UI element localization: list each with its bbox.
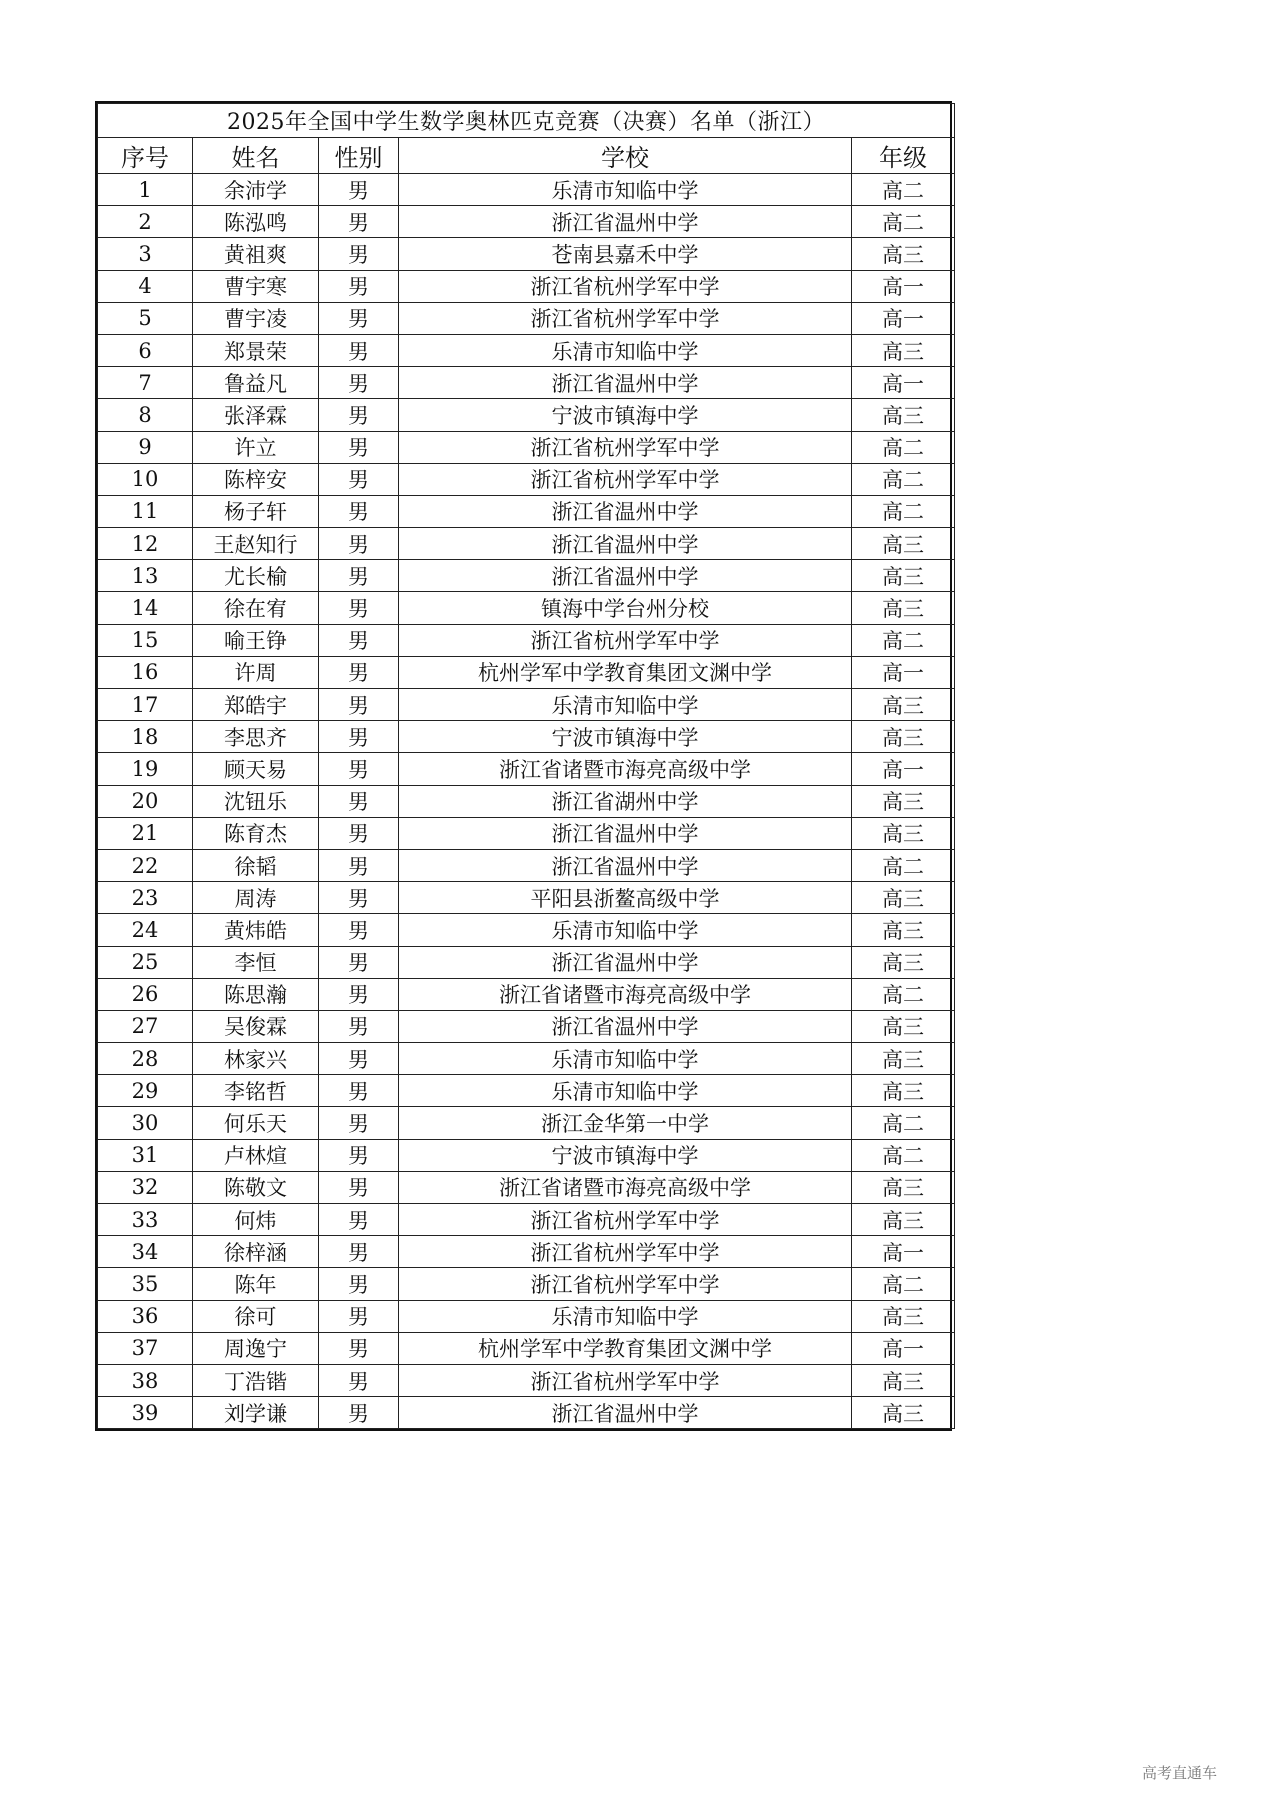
row-number-cell: 2: [98, 206, 193, 238]
row-number-cell: 23: [98, 882, 193, 914]
grade-cell: 高三: [852, 1075, 955, 1107]
student-name-cell: 徐梓涵: [193, 1236, 319, 1268]
grade-cell: 高三: [852, 560, 955, 592]
school-cell: 宁波市镇海中学: [399, 399, 852, 431]
table-row: [98, 1364, 955, 1396]
table-row: [98, 882, 955, 914]
school-cell: 苍南县嘉禾中学: [399, 238, 852, 270]
student-name-cell: 陈思瀚: [193, 978, 319, 1010]
row-number-cell: 21: [98, 817, 193, 849]
student-name-cell: 李思齐: [193, 721, 319, 753]
student-name-cell: 陈育杰: [193, 817, 319, 849]
school-cell: 宁波市镇海中学: [399, 1139, 852, 1171]
school-cell: 浙江省温州中学: [399, 206, 852, 238]
grade-cell: 高二: [852, 849, 955, 881]
student-name-cell: 何炜: [193, 1204, 319, 1236]
student-name-cell: 何乐天: [193, 1107, 319, 1139]
student-name-cell: 徐可: [193, 1300, 319, 1332]
student-name-cell: 徐在宥: [193, 592, 319, 624]
gender-cell: 男: [319, 785, 399, 817]
table-row: [98, 1332, 955, 1364]
table-body: [98, 174, 955, 1429]
table-row: [98, 1139, 955, 1171]
row-number-cell: 37: [98, 1332, 193, 1364]
school-cell: 乐清市知临中学: [399, 1300, 852, 1332]
table-row: [98, 1268, 955, 1300]
table-row: [98, 978, 955, 1010]
row-number-cell: 18: [98, 721, 193, 753]
grade-cell: 高三: [852, 721, 955, 753]
school-cell: 浙江省杭州学军中学: [399, 431, 852, 463]
gender-cell: 男: [319, 817, 399, 849]
grade-cell: 高二: [852, 978, 955, 1010]
gender-cell: 男: [319, 206, 399, 238]
school-cell: 浙江省温州中学: [399, 1397, 852, 1429]
table-row: [98, 495, 955, 527]
row-number-cell: 33: [98, 1204, 193, 1236]
gender-cell: 男: [319, 1010, 399, 1042]
header-school: 学校: [399, 138, 852, 174]
school-cell: 浙江省杭州学军中学: [399, 1268, 852, 1300]
row-number-cell: 20: [98, 785, 193, 817]
table-row: [98, 270, 955, 302]
grade-cell: 高二: [852, 624, 955, 656]
gender-cell: 男: [319, 1107, 399, 1139]
table-row: [98, 1204, 955, 1236]
gender-cell: 男: [319, 1300, 399, 1332]
student-name-cell: 尤长榆: [193, 560, 319, 592]
grade-cell: 高三: [852, 334, 955, 366]
row-number-cell: 29: [98, 1075, 193, 1107]
row-number-cell: 27: [98, 1010, 193, 1042]
grade-cell: 高三: [852, 1300, 955, 1332]
student-name-cell: 陈泓鸣: [193, 206, 319, 238]
student-name-cell: 徐韬: [193, 849, 319, 881]
school-cell: 浙江省诸暨市海亮高级中学: [399, 1171, 852, 1203]
grade-cell: 高三: [852, 399, 955, 431]
table-row: [98, 1300, 955, 1332]
student-name-cell: 李铭哲: [193, 1075, 319, 1107]
grade-cell: 高三: [852, 1171, 955, 1203]
gender-cell: 男: [319, 270, 399, 302]
gender-cell: 男: [319, 302, 399, 334]
row-number-cell: 22: [98, 849, 193, 881]
student-name-cell: 曹宇凌: [193, 302, 319, 334]
table-row: [98, 914, 955, 946]
table-row: [98, 592, 955, 624]
grade-cell: 高三: [852, 689, 955, 721]
student-name-cell: 余沛学: [193, 174, 319, 206]
gender-cell: 男: [319, 560, 399, 592]
gender-cell: 男: [319, 1364, 399, 1396]
gender-cell: 男: [319, 882, 399, 914]
grade-cell: 高三: [852, 528, 955, 560]
gender-cell: 男: [319, 334, 399, 366]
row-number-cell: 34: [98, 1236, 193, 1268]
gender-cell: 男: [319, 1236, 399, 1268]
gender-cell: 男: [319, 689, 399, 721]
row-number-cell: 6: [98, 334, 193, 366]
table-row: [98, 1075, 955, 1107]
table-row: [98, 849, 955, 881]
gender-cell: 男: [319, 978, 399, 1010]
student-name-cell: 丁浩锴: [193, 1364, 319, 1396]
school-cell: 浙江省温州中学: [399, 817, 852, 849]
gender-cell: 男: [319, 914, 399, 946]
grade-cell: 高三: [852, 1397, 955, 1429]
row-number-cell: 7: [98, 367, 193, 399]
student-name-cell: 郑景荣: [193, 334, 319, 366]
row-number-cell: 4: [98, 270, 193, 302]
school-cell: 乐清市知临中学: [399, 334, 852, 366]
roster-table: [97, 103, 955, 1429]
student-name-cell: 林家兴: [193, 1043, 319, 1075]
grade-cell: 高三: [852, 946, 955, 978]
row-number-cell: 15: [98, 624, 193, 656]
gender-cell: 男: [319, 399, 399, 431]
grade-cell: 高一: [852, 302, 955, 334]
school-cell: 镇海中学台州分校: [399, 592, 852, 624]
grade-cell: 高三: [852, 1043, 955, 1075]
table-row: [98, 1171, 955, 1203]
table-row: [98, 1043, 955, 1075]
student-name-cell: 许周: [193, 656, 319, 688]
row-number-cell: 36: [98, 1300, 193, 1332]
table-row: [98, 206, 955, 238]
gender-cell: 男: [319, 238, 399, 270]
table-row: [98, 656, 955, 688]
grade-cell: 高一: [852, 1236, 955, 1268]
row-number-cell: 26: [98, 978, 193, 1010]
table-row: [98, 238, 955, 270]
grade-cell: 高二: [852, 463, 955, 495]
student-name-cell: 鲁益凡: [193, 367, 319, 399]
table-row: [98, 1397, 955, 1429]
grade-cell: 高二: [852, 1107, 955, 1139]
grade-cell: 高三: [852, 914, 955, 946]
gender-cell: 男: [319, 753, 399, 785]
school-cell: 浙江省杭州学军中学: [399, 270, 852, 302]
student-name-cell: 吴俊霖: [193, 1010, 319, 1042]
watermark: 高考直通车: [1142, 1764, 1218, 1782]
gender-cell: 男: [319, 849, 399, 881]
school-cell: 浙江省杭州学军中学: [399, 1236, 852, 1268]
gender-cell: 男: [319, 624, 399, 656]
roster-sheet: [95, 101, 952, 1431]
table-row: [98, 463, 955, 495]
grade-cell: 高二: [852, 1139, 955, 1171]
table-row: [98, 689, 955, 721]
school-cell: 浙江省诸暨市海亮高级中学: [399, 753, 852, 785]
school-cell: 平阳县浙鳌高级中学: [399, 882, 852, 914]
row-number-cell: 10: [98, 463, 193, 495]
gender-cell: 男: [319, 463, 399, 495]
grade-cell: 高二: [852, 1268, 955, 1300]
gender-cell: 男: [319, 1075, 399, 1107]
student-name-cell: 卢林煊: [193, 1139, 319, 1171]
gender-cell: 男: [319, 1043, 399, 1075]
row-number-cell: 39: [98, 1397, 193, 1429]
table-row: [98, 785, 955, 817]
gender-cell: 男: [319, 528, 399, 560]
table-title: 2025年全国中学生数学奥林匹克竞赛（决赛）名单（浙江）: [98, 104, 955, 138]
row-number-cell: 19: [98, 753, 193, 785]
grade-cell: 高二: [852, 206, 955, 238]
grade-cell: 高二: [852, 431, 955, 463]
header-gender: 性别: [319, 138, 399, 174]
grade-cell: 高三: [852, 1364, 955, 1396]
school-cell: 浙江省温州中学: [399, 849, 852, 881]
table-row: [98, 334, 955, 366]
student-name-cell: 陈敬文: [193, 1171, 319, 1203]
row-number-cell: 13: [98, 560, 193, 592]
student-name-cell: 李恒: [193, 946, 319, 978]
header-number: 序号: [98, 138, 193, 174]
school-cell: 浙江省温州中学: [399, 495, 852, 527]
student-name-cell: 郑皓宇: [193, 689, 319, 721]
row-number-cell: 16: [98, 656, 193, 688]
grade-cell: 高三: [852, 882, 955, 914]
row-number-cell: 9: [98, 431, 193, 463]
table-row: [98, 174, 955, 206]
row-number-cell: 8: [98, 399, 193, 431]
school-cell: 浙江省温州中学: [399, 1010, 852, 1042]
row-number-cell: 11: [98, 495, 193, 527]
school-cell: 杭州学军中学教育集团文渊中学: [399, 1332, 852, 1364]
row-number-cell: 28: [98, 1043, 193, 1075]
school-cell: 浙江省杭州学军中学: [399, 302, 852, 334]
school-cell: 浙江省诸暨市海亮高级中学: [399, 978, 852, 1010]
grade-cell: 高三: [852, 1204, 955, 1236]
table-row: [98, 528, 955, 560]
school-cell: 浙江省温州中学: [399, 560, 852, 592]
gender-cell: 男: [319, 1268, 399, 1300]
student-name-cell: 顾天易: [193, 753, 319, 785]
student-name-cell: 周涛: [193, 882, 319, 914]
table-row: [98, 302, 955, 334]
header-name: 姓名: [193, 138, 319, 174]
row-number-cell: 24: [98, 914, 193, 946]
table-row: [98, 624, 955, 656]
grade-cell: 高一: [852, 753, 955, 785]
grade-cell: 高二: [852, 174, 955, 206]
student-name-cell: 黄祖爽: [193, 238, 319, 270]
gender-cell: 男: [319, 721, 399, 753]
row-number-cell: 1: [98, 174, 193, 206]
school-cell: 乐清市知临中学: [399, 1075, 852, 1107]
school-cell: 浙江省湖州中学: [399, 785, 852, 817]
table-row: [98, 367, 955, 399]
school-cell: 浙江省温州中学: [399, 946, 852, 978]
row-number-cell: 38: [98, 1364, 193, 1396]
school-cell: 浙江省杭州学军中学: [399, 1204, 852, 1236]
table-row: [98, 560, 955, 592]
gender-cell: 男: [319, 174, 399, 206]
student-name-cell: 陈年: [193, 1268, 319, 1300]
row-number-cell: 35: [98, 1268, 193, 1300]
grade-cell: 高一: [852, 656, 955, 688]
gender-cell: 男: [319, 367, 399, 399]
row-number-cell: 30: [98, 1107, 193, 1139]
row-number-cell: 3: [98, 238, 193, 270]
gender-cell: 男: [319, 592, 399, 624]
row-number-cell: 14: [98, 592, 193, 624]
header-row: [98, 138, 955, 174]
row-number-cell: 5: [98, 302, 193, 334]
school-cell: 浙江金华第一中学: [399, 1107, 852, 1139]
student-name-cell: 喻王铮: [193, 624, 319, 656]
school-cell: 乐清市知临中学: [399, 174, 852, 206]
table-row: [98, 399, 955, 431]
grade-cell: 高一: [852, 270, 955, 302]
table-row: [98, 753, 955, 785]
student-name-cell: 许立: [193, 431, 319, 463]
student-name-cell: 曹宇寒: [193, 270, 319, 302]
row-number-cell: 17: [98, 689, 193, 721]
table-row: [98, 1010, 955, 1042]
gender-cell: 男: [319, 946, 399, 978]
gender-cell: 男: [319, 1332, 399, 1364]
school-cell: 乐清市知临中学: [399, 689, 852, 721]
student-name-cell: 沈钮乐: [193, 785, 319, 817]
table-row: [98, 817, 955, 849]
grade-cell: 高一: [852, 367, 955, 399]
gender-cell: 男: [319, 495, 399, 527]
student-name-cell: 黄炜皓: [193, 914, 319, 946]
gender-cell: 男: [319, 1204, 399, 1236]
row-number-cell: 12: [98, 528, 193, 560]
table-row: [98, 946, 955, 978]
gender-cell: 男: [319, 431, 399, 463]
gender-cell: 男: [319, 656, 399, 688]
grade-cell: 高三: [852, 817, 955, 849]
grade-cell: 高三: [852, 1010, 955, 1042]
school-cell: 浙江省杭州学军中学: [399, 463, 852, 495]
school-cell: 浙江省杭州学军中学: [399, 624, 852, 656]
table-row: [98, 721, 955, 753]
student-name-cell: 周逸宁: [193, 1332, 319, 1364]
student-name-cell: 陈梓安: [193, 463, 319, 495]
grade-cell: 高一: [852, 1332, 955, 1364]
student-name-cell: 杨子轩: [193, 495, 319, 527]
row-number-cell: 32: [98, 1171, 193, 1203]
table-row: [98, 431, 955, 463]
school-cell: 宁波市镇海中学: [399, 721, 852, 753]
grade-cell: 高二: [852, 495, 955, 527]
header-grade: 年级: [852, 138, 955, 174]
grade-cell: 高三: [852, 238, 955, 270]
grade-cell: 高三: [852, 592, 955, 624]
student-name-cell: 王赵知行: [193, 528, 319, 560]
table-row: [98, 1236, 955, 1268]
school-cell: 浙江省温州中学: [399, 367, 852, 399]
school-cell: 浙江省温州中学: [399, 528, 852, 560]
row-number-cell: 25: [98, 946, 193, 978]
row-number-cell: 31: [98, 1139, 193, 1171]
table-row: [98, 1107, 955, 1139]
student-name-cell: 张泽霖: [193, 399, 319, 431]
gender-cell: 男: [319, 1171, 399, 1203]
school-cell: 浙江省杭州学军中学: [399, 1364, 852, 1396]
gender-cell: 男: [319, 1397, 399, 1429]
school-cell: 乐清市知临中学: [399, 1043, 852, 1075]
grade-cell: 高三: [852, 785, 955, 817]
gender-cell: 男: [319, 1139, 399, 1171]
school-cell: 乐清市知临中学: [399, 914, 852, 946]
school-cell: 杭州学军中学教育集团文渊中学: [399, 656, 852, 688]
student-name-cell: 刘学谦: [193, 1397, 319, 1429]
